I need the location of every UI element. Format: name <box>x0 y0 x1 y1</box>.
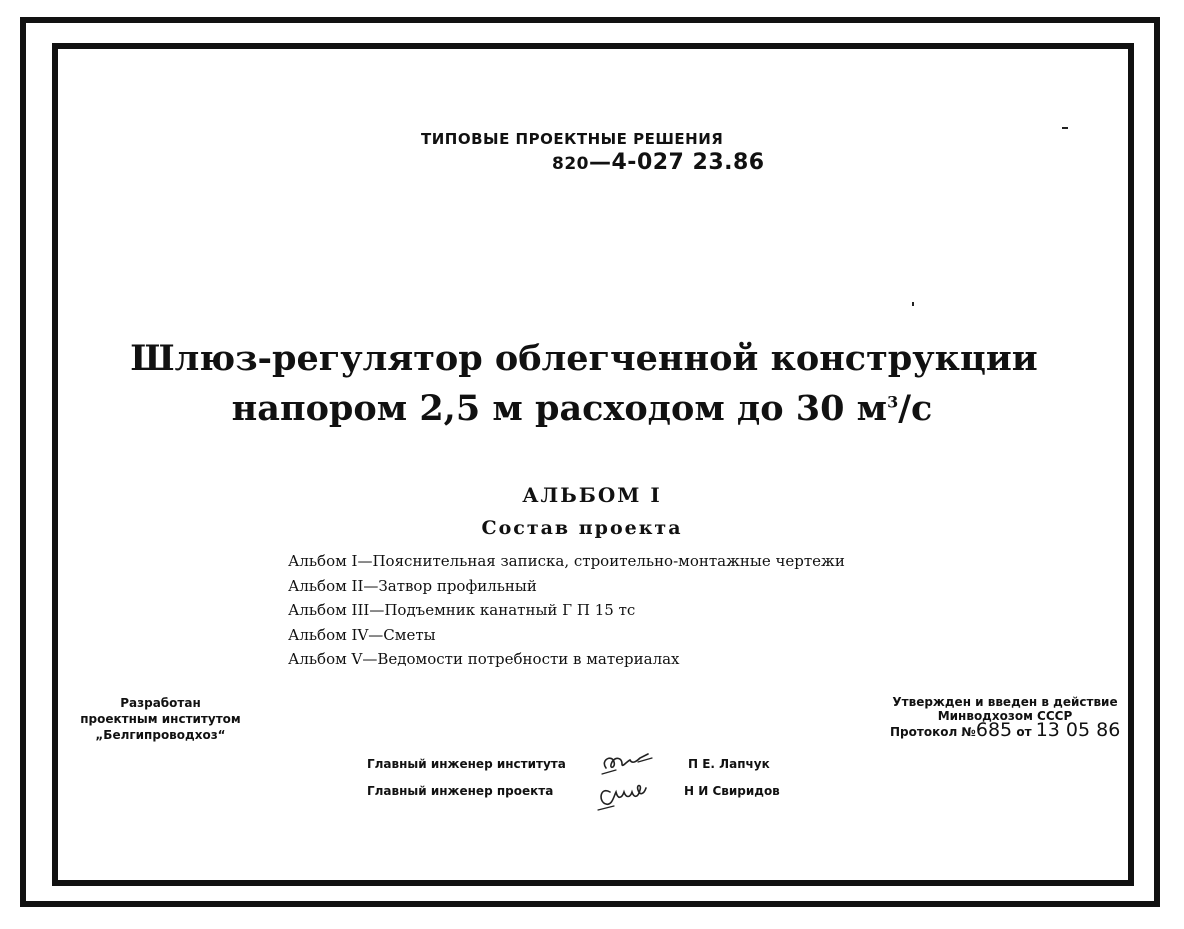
approval-line-2: Минводхозом СССР <box>937 709 1073 723</box>
developer-line-2: проектным институтом <box>80 712 241 726</box>
developer-block <box>78 695 243 743</box>
handwritten-signatures <box>592 748 672 814</box>
title-line-2-text: напором 2,5 м расходом до 30 м <box>231 388 888 429</box>
composition-heading: Состав проекта <box>481 517 683 539</box>
title-line-2-superscript: 3 <box>887 392 899 412</box>
album-list <box>288 552 845 675</box>
approval-protocol <box>890 719 1121 741</box>
series-number <box>552 150 765 175</box>
document-title-line-2 <box>0 388 1174 429</box>
approval-block <box>890 695 1120 739</box>
series-number-dash: — <box>589 150 612 175</box>
signatory-name-2: Н И Свиридов <box>684 784 780 798</box>
album-list-item: Альбом IV—Сметы <box>288 625 436 644</box>
approval-line-1: Утвержден и введен в действие <box>892 695 1118 709</box>
album-list-item: Альбом V—Ведомости потребности в материалах <box>288 650 680 668</box>
protocol-label: Протокол № <box>890 725 976 739</box>
album-label: АЛЬБОМ I <box>522 483 662 507</box>
signatory-role-1: Главный инженер института <box>367 757 566 771</box>
protocol-from: от <box>1016 725 1032 739</box>
developer-line-3: „Белгипроводхоз“ <box>95 728 226 742</box>
album-list-item: Альбом III—Подъемник канатный Г П 15 тс <box>288 601 636 619</box>
title-line-2-unit: /с <box>898 388 933 429</box>
scan-speck <box>1062 127 1068 129</box>
series-number-prefix: 820 <box>552 154 589 174</box>
developer-line-1: Разработан <box>120 696 201 710</box>
album-list-item: Альбом I—Пояснительная записка, строительно-монтажные чертежи <box>288 552 845 570</box>
protocol-number: 685 <box>975 719 1013 741</box>
scan-speck <box>912 302 914 306</box>
protocol-date: 13 05 86 <box>1035 719 1121 741</box>
album-list-item: Альбом II—Затвор профильный <box>288 576 537 595</box>
series-number-main: 4-027 23.86 <box>611 150 765 175</box>
document-title-line-1: Шлюз-регулятор облегченной конструкции <box>130 338 1038 379</box>
signatory-role-2: Главный инженер проекта <box>367 784 554 798</box>
series-label: ТИПОВЫЕ ПРОЕКТНЫЕ РЕШЕНИЯ <box>421 130 724 148</box>
signatory-name-1: П Е. Лапчук <box>688 757 770 771</box>
